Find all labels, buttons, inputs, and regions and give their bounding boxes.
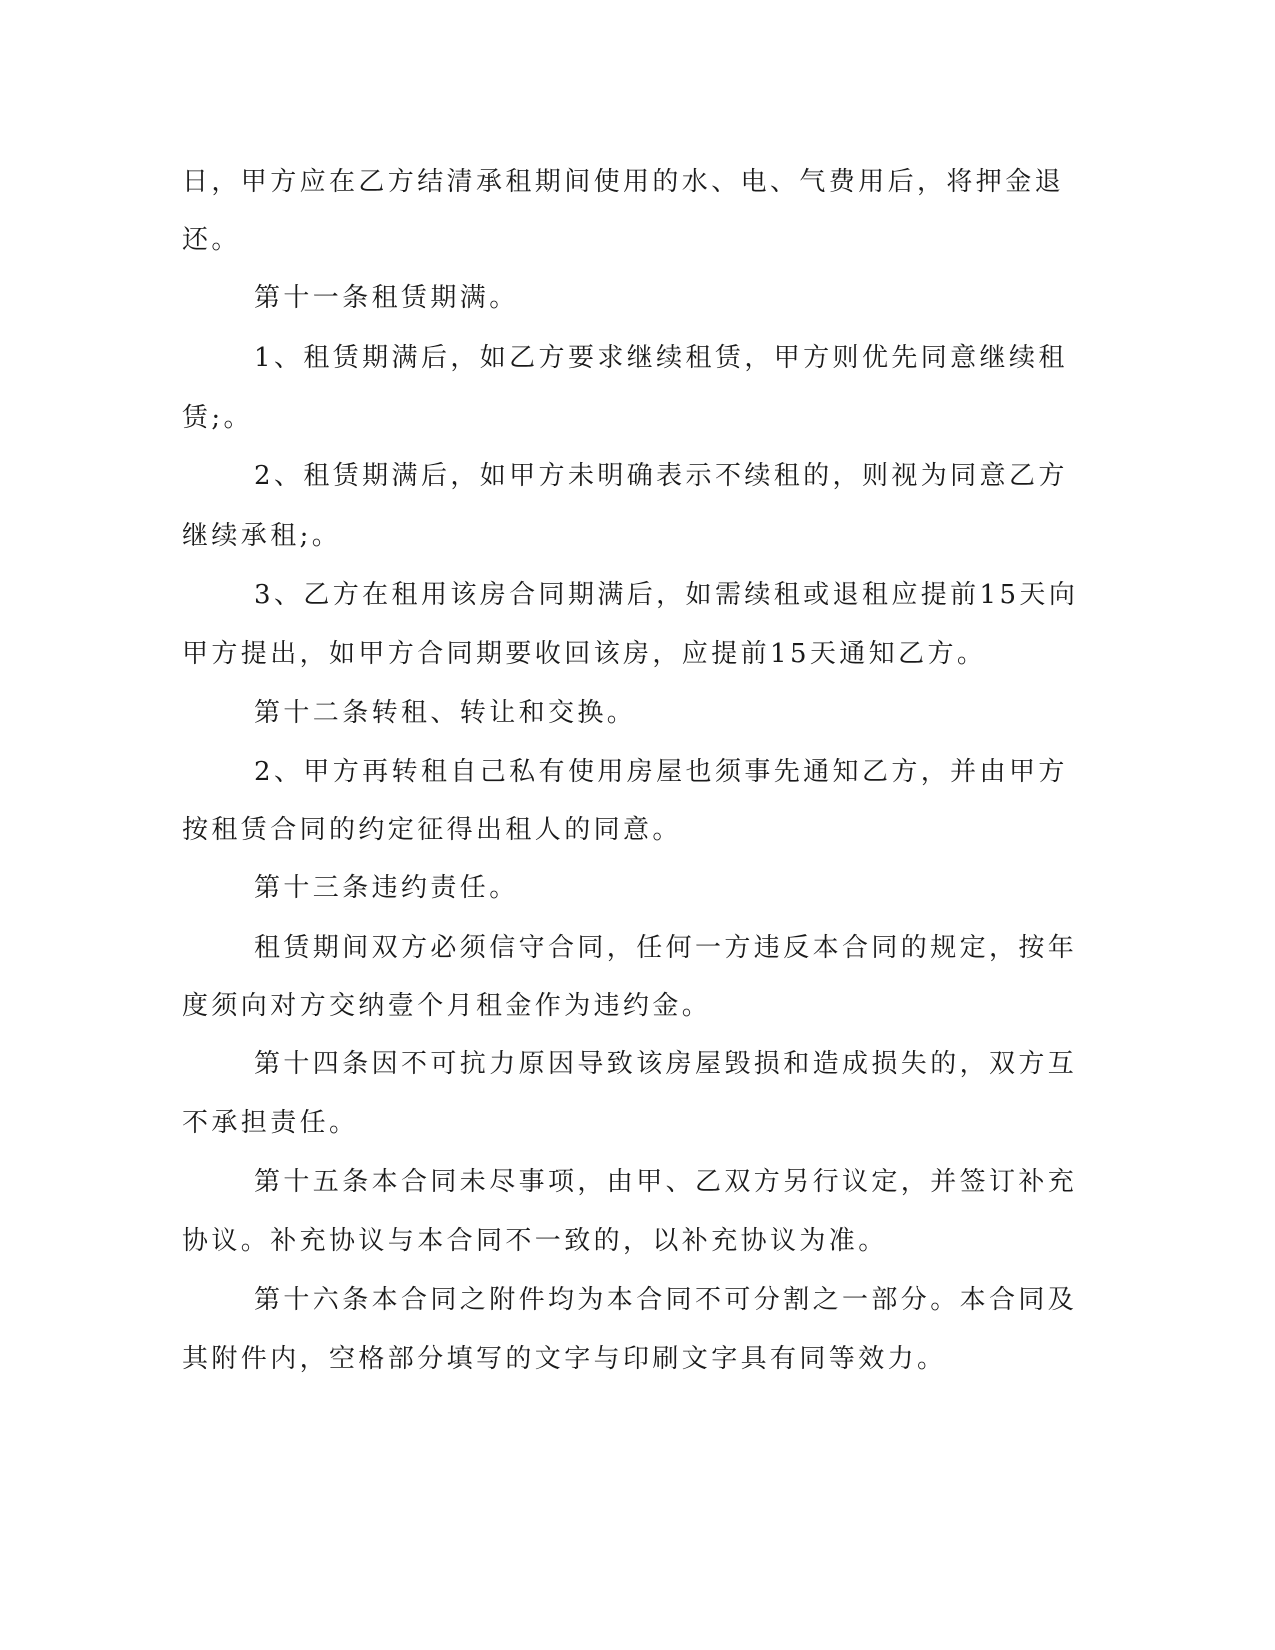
paragraph-line: 2、甲方再转租自己私有使用房屋也须事先通知乙方，并由甲方 [254,757,1068,787]
paragraph-line: 甲方提出，如甲方合同期要收回该房，应提前15天通知乙方。 [182,639,987,669]
article-heading: 第十三条违约责任。 [254,873,519,903]
paragraph-line: 租赁期间双方必须信守合同，任何一方违反本合同的规定，按年 [254,933,1078,963]
paragraph-line: 按租赁合同的约定征得出租人的同意。 [182,815,682,845]
paragraph-line: 继续承租;。 [182,521,342,551]
paragraph-line: 度须向对方交纳壹个月租金作为违约金。 [182,991,712,1021]
paragraph-line: 还。 [182,225,241,255]
paragraph-line: 第十四条因不可抗力原因导致该房屋毁损和造成损失的，双方互 [254,1049,1078,1079]
paragraph-line: 第十五条本合同未尽事项，由甲、乙双方另行议定，并签订补充 [254,1167,1078,1197]
paragraph-line: 第十六条本合同之附件均为本合同不可分割之一部分。本合同及 [254,1285,1078,1315]
paragraph-line: 其附件内，空格部分填写的文字与印刷文字具有同等效力。 [182,1344,947,1374]
paragraph-line: 2、租赁期满后，如甲方未明确表示不续租的，则视为同意乙方 [254,461,1068,491]
paragraph-line: 3、乙方在租用该房合同期满后，如需续租或退租应提前15天向 [254,580,1079,610]
paragraph-line: 赁;。 [182,403,253,433]
paragraph-line: 日，甲方应在乙方结清承租期间使用的水、电、气费用后，将押金退 [182,167,1065,197]
paragraph-line: 1、租赁期满后，如乙方要求继续租赁，甲方则优先同意继续租 [254,343,1068,373]
article-heading: 第十一条租赁期满。 [254,283,519,313]
article-heading: 第十二条转租、转让和交换。 [254,698,637,728]
paragraph-line: 不承担责任。 [182,1108,359,1138]
paragraph-line: 协议。补充协议与本合同不一致的，以补充协议为准。 [182,1226,888,1256]
